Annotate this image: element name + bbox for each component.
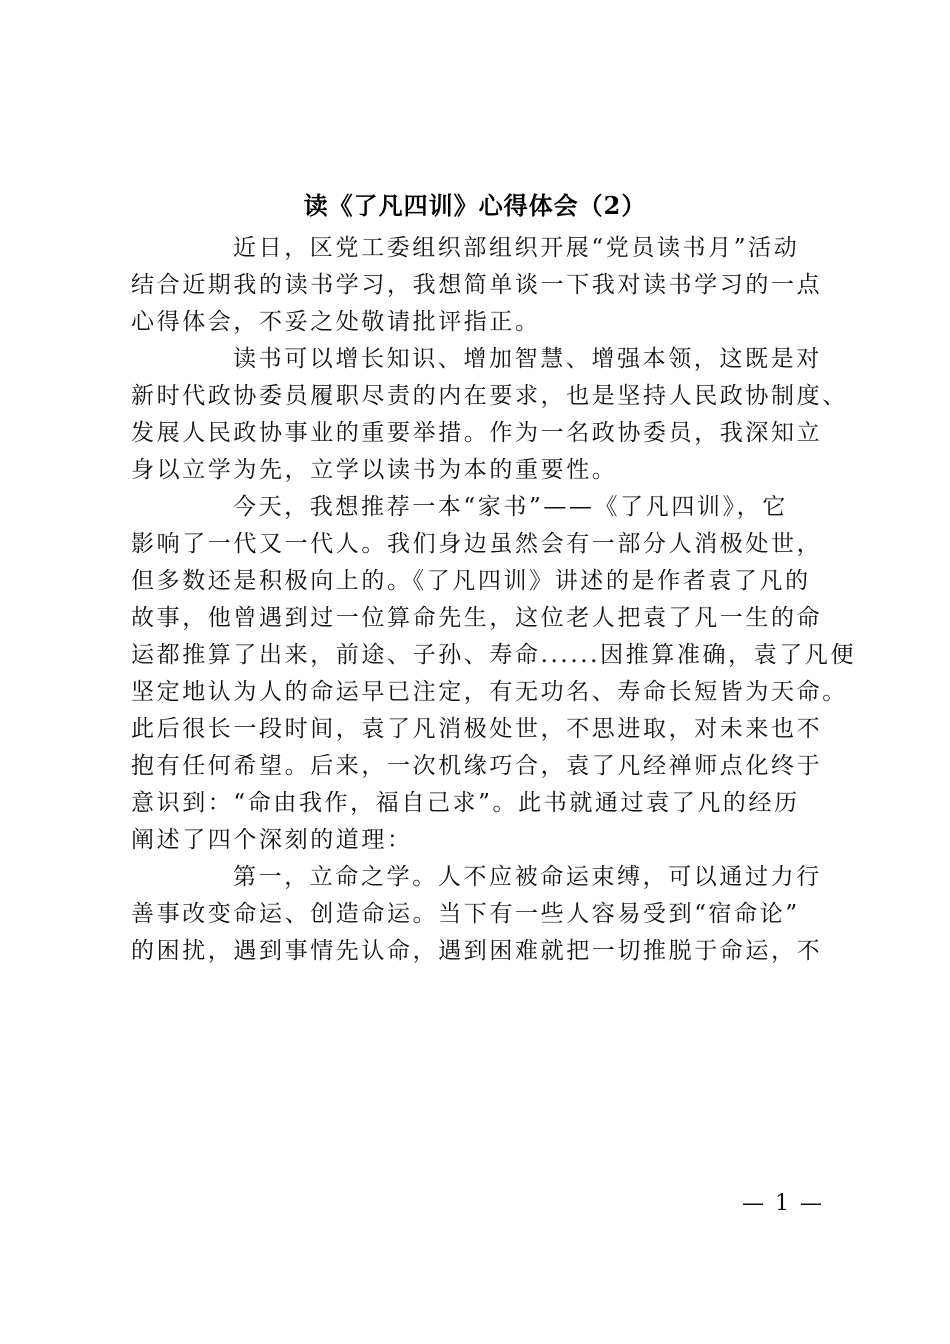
text-line: 故事，他曾遇到过一位算命先生，这位老人把袁了凡一生的命 [131,605,823,631]
text-line: 新时代政协委员履职尽责的内在要求，也是坚持人民政协制度、 [131,383,848,409]
paragraph-book-recommendation [131,489,857,859]
text-line: 结合近期我的读书学习，我想简单谈一下我对读书学习的一点 [131,272,823,298]
text-line: 的困扰，遇到事情先认命，遇到困难就把一切推脱于命运，不 [131,938,823,964]
paragraph-first-lesson [131,859,831,970]
text-line: 心得体会，不妥之处敬请批评指正。 [131,309,541,335]
paragraph-intro [131,230,831,341]
document-title: 读《了凡四训》心得体会（2） [303,191,647,220]
page-number: — 1 — [742,1191,824,1216]
paragraph-reading-value [131,341,848,489]
text-line: 发展人民政协事业的重要举措。作为一名政协委员，我深知立 [131,420,823,446]
text-line: 今天，我想推荐一本“家书”——《了凡四训》，它 [233,494,788,520]
text-line: 抱有任何希望。后来，一次机缘巧合，袁了凡经禅师点化终于 [131,753,823,779]
text-line: 坚定地认为人的命运早已注定，有无功名、寿命长短皆为天命。 [131,679,848,705]
text-line: 读书可以增长知识、增加智慧、增强本领，这既是对 [233,346,822,372]
text-line: 但多数还是积极向上的。《了凡四训》讲述的是作者袁了凡的 [131,568,811,594]
document-body [131,230,857,970]
text-line: 阐述了四个深刻的道理： [131,827,413,853]
text-line: 运都推算了出来，前途、子孙、寿命......因推算准确，袁了凡便 [131,642,857,668]
text-line: 善事改变命运、创造命运。当下有一些人容易受到“宿命论” [131,901,800,927]
text-line: 意识到：“命由我作，福自己求”。此书就通过袁了凡的经历 [131,790,800,816]
text-line: 影响了一代又一代人。我们身边虽然会有一部分人消极处世， [131,531,823,557]
text-line: 身以立学为先，立学以读书为本的重要性。 [131,457,618,483]
text-line: 此后很长一段时间，袁了凡消极处世，不思进取，对未来也不 [131,716,823,742]
text-line: 近日，区党工委组织部组织开展“党员读书月”活动 [233,235,800,261]
text-line: 第一，立命之学。人不应被命运束缚，可以通过力行 [233,864,822,890]
